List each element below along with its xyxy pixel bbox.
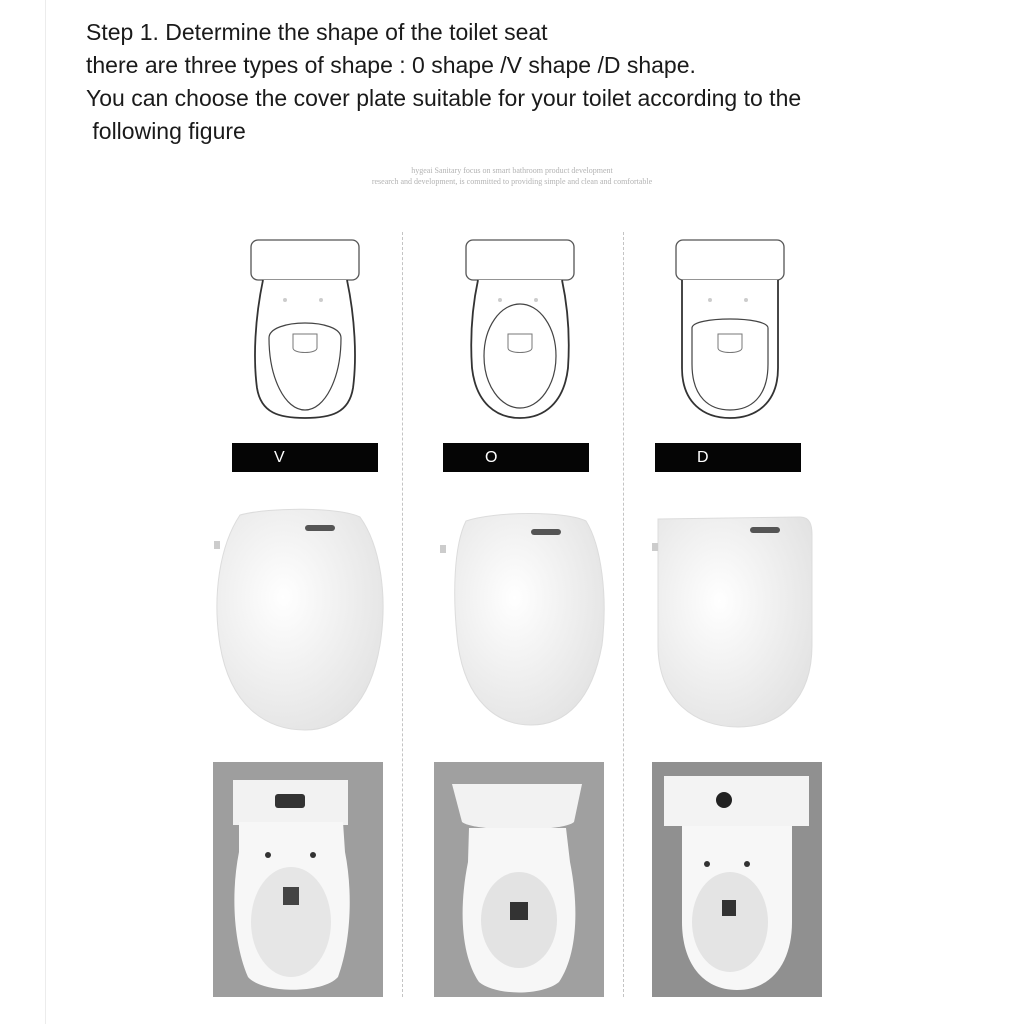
tagline-line-1: hygeai Sanitary focus on smart bathroom product development [411,166,613,175]
d-shape-toilet-outline-icon [674,238,786,420]
shape-label-o: O [443,443,589,472]
figure-tagline [0,165,1024,187]
shape-types-line: there are three types of shape : 0 shape /V shape /D shape. [86,52,696,78]
page-left-rule [45,0,46,1024]
o-shape-toilet-outline-icon [464,238,576,420]
v-shape-toilet-outline-icon [249,238,361,420]
shape-label-d: D [655,443,801,472]
intro-text [86,16,986,148]
instruction-line-continued: following figure [86,118,246,144]
d-shape-toilet-photo [652,762,822,997]
shape-label-v: V [232,443,378,472]
step-heading: Step 1. Determine the shape of the toilet seat [86,19,548,45]
instruction-line: You can choose the cover plate suitable for your toilet according to the [86,85,802,111]
o-shape-toilet-photo [434,762,604,997]
d-shape-seat-cover-image [650,505,840,735]
o-shape-seat-cover-image [436,505,626,735]
v-shape-seat-cover-image [210,505,400,735]
v-shape-toilet-photo [213,762,383,997]
column-divider [402,232,403,997]
tagline-line-2: research and development, is committed to providing simple and clean and comfortable [371,177,653,186]
